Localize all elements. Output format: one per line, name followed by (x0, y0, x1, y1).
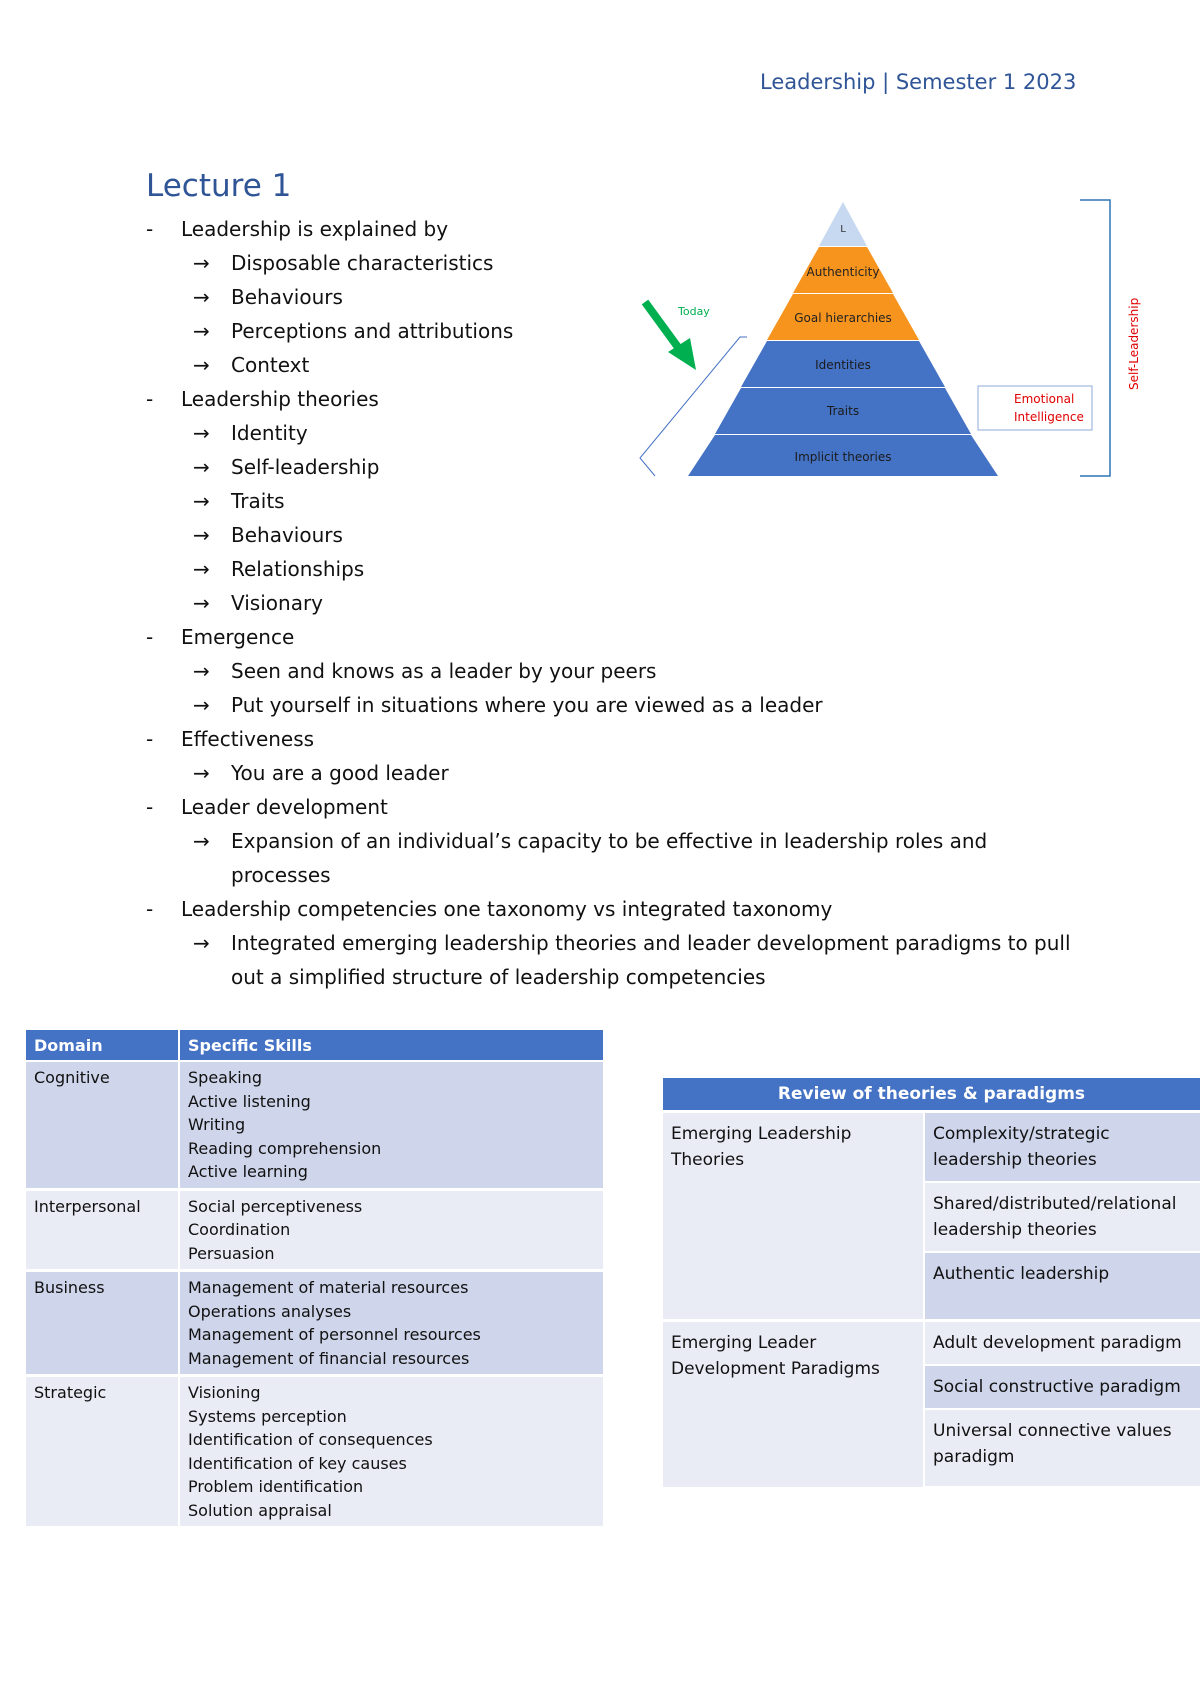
skill-item: Management of personnel resources (188, 1325, 481, 1344)
bullet-effectiveness: - Effectiveness → You are a good leader (146, 722, 1076, 790)
emotional-intelligence-label: Intelligence (1014, 410, 1084, 424)
sub-item: → Identity (181, 416, 1076, 450)
skill-item: Visioning (188, 1383, 261, 1402)
domain-cell: Cognitive (26, 1061, 179, 1189)
level-label: Goal hierarchies (794, 311, 892, 325)
skill-item: Problem identification (188, 1477, 364, 1496)
skill-item: Management of material resources (188, 1278, 469, 1297)
domain-cell: Interpersonal (26, 1189, 179, 1271)
table-row (26, 1376, 603, 1527)
sub-item: → Context (181, 348, 1076, 382)
skill-item: Speaking (188, 1068, 262, 1087)
level-label: Traits (826, 404, 860, 418)
review-item: Universal connective values paradigm (924, 1409, 1200, 1487)
domain-cell: Strategic (26, 1376, 179, 1527)
bullet-emergence: - Emergence → Seen and knows as a leader by your peers → Put yourself in situations where you are viewed as a leader (146, 620, 1076, 722)
page-header: Leadership | Semester 1 2023 (760, 70, 1077, 94)
skill-item: Solution appraisal (188, 1500, 332, 1520)
review-header-row (663, 1078, 1200, 1112)
review-item: Authentic leadership (924, 1252, 1200, 1321)
sub-item: → Seen and knows as a leader by your peers (181, 654, 1076, 688)
skill-item: Active listening (188, 1091, 311, 1111)
bullet-theories: - Leadership theories → Identity → Self-leadership → Traits → Behaviours → Relationships → Visionary (146, 382, 1076, 620)
skill-item: Operations analyses (188, 1301, 352, 1321)
skill-item: Persuasion (188, 1243, 275, 1263)
table-row (26, 1061, 603, 1189)
skills-cell (179, 1189, 603, 1271)
sub-item: → Self-leadership (181, 450, 1076, 484)
level-label: Identities (815, 358, 871, 372)
arrow-icon: → (193, 523, 210, 547)
self-leadership-label: Self-Leadership (1127, 297, 1141, 390)
skill-item: Active learning (188, 1162, 308, 1181)
level-label: L (840, 224, 846, 235)
arrow-icon: → (193, 421, 210, 445)
arrow-icon: → (193, 557, 210, 581)
arrow-icon: → (193, 931, 210, 955)
skills-cell (179, 1061, 603, 1189)
review-item: Adult development paradigm (924, 1321, 1200, 1366)
dash-marker: - (146, 387, 154, 411)
arrow-icon: → (193, 455, 210, 479)
skills-cell (179, 1376, 603, 1527)
skill-item: Identification of key causes (188, 1453, 407, 1473)
arrow-icon: → (193, 591, 210, 615)
emotional-intelligence-label: Emotional (1014, 392, 1075, 406)
review-table (663, 1078, 1200, 1488)
leadership-pyramid-diagram (630, 190, 1141, 490)
specific-skills-header: Specific Skills (179, 1030, 603, 1061)
right-bracket (1080, 200, 1110, 476)
sub-item: → Relationships (181, 552, 1076, 586)
sub-item: → Behaviours (181, 280, 1076, 314)
table-row (663, 1112, 1200, 1183)
lecture-title: Lecture 1 (146, 168, 292, 204)
domain-cell: Business (26, 1271, 179, 1376)
skill-item: Management of financial resources (188, 1348, 470, 1368)
arrow-icon: → (193, 353, 210, 377)
bullet-competencies: - Leadership competencies one taxonomy vs integrated taxonomy → Integrated emerging leadership theories and leader development paradigms to pull out a simplified structure of leadership competencies (146, 892, 1076, 994)
arrow-icon: → (193, 693, 210, 717)
dash-marker: - (146, 727, 154, 751)
skill-item: Reading comprehension (188, 1138, 382, 1158)
skill-item: Systems perception (188, 1406, 347, 1426)
table-row (26, 1189, 603, 1271)
bullet-leader-development: - Leader development → Expansion of an individual’s capacity to be effective in leadership roles and processes (146, 790, 1076, 892)
review-item: Social constructive paradigm (924, 1365, 1200, 1409)
arrow-icon: → (193, 761, 210, 785)
skill-item: Writing (188, 1115, 246, 1134)
dash-marker: - (146, 795, 154, 819)
sub-item: → Perceptions and attributions (181, 314, 1076, 348)
domain-header: Domain (26, 1030, 179, 1061)
arrow-icon: → (193, 251, 210, 275)
dash-marker: - (146, 897, 154, 921)
today-arrow-shaft (645, 302, 680, 350)
arrow-icon: → (193, 829, 210, 853)
arrow-icon: → (193, 659, 210, 683)
arrow-icon: → (193, 489, 210, 513)
dash-marker: - (146, 625, 154, 649)
category-cell: Emerging Leadership Theories (663, 1112, 924, 1321)
review-item: Shared/distributed/relational leadership theories (924, 1182, 1200, 1252)
today-label: Today (678, 305, 710, 318)
skills-header-row (26, 1030, 603, 1061)
dash-marker: - (146, 217, 154, 241)
sub-item: → Visionary (181, 586, 1076, 620)
table-row (663, 1321, 1200, 1366)
sub-item: → Integrated emerging leadership theories and leader development paradigms to pull out a simplified structure of leadership competencies (181, 926, 1076, 994)
table-row (26, 1271, 603, 1376)
skills-table (26, 1030, 603, 1526)
review-item: Complexity/strategic leadership theories (924, 1112, 1200, 1183)
bullet-explained-by: - Leadership is explained by → Disposable characteristics → Behaviours → Perceptions and attributions → Context (146, 212, 1076, 382)
level-label: Implicit theories (794, 450, 892, 464)
category-cell: Emerging Leader Development Paradigms (663, 1321, 924, 1488)
review-table-title: Review of theories & paradigms (663, 1078, 1200, 1112)
level-label: Authenticity (806, 265, 880, 279)
skill-item: Identification of consequences (188, 1430, 433, 1449)
sub-item: → Put yourself in situations where you are viewed as a leader (181, 688, 1076, 722)
skills-cell (179, 1271, 603, 1376)
arrow-icon: → (193, 319, 210, 343)
arrow-icon: → (193, 285, 210, 309)
skill-item: Coordination (188, 1220, 291, 1239)
sub-item: → Disposable characteristics (181, 246, 1076, 280)
sub-item: → Behaviours (181, 518, 1076, 552)
skill-item: Social perceptiveness (188, 1196, 363, 1216)
sub-item: → Traits (181, 484, 1076, 518)
sub-item: → Expansion of an individual’s capacity to be effective in leadership roles and processes (181, 824, 1076, 892)
sub-item: → You are a good leader (181, 756, 1076, 790)
